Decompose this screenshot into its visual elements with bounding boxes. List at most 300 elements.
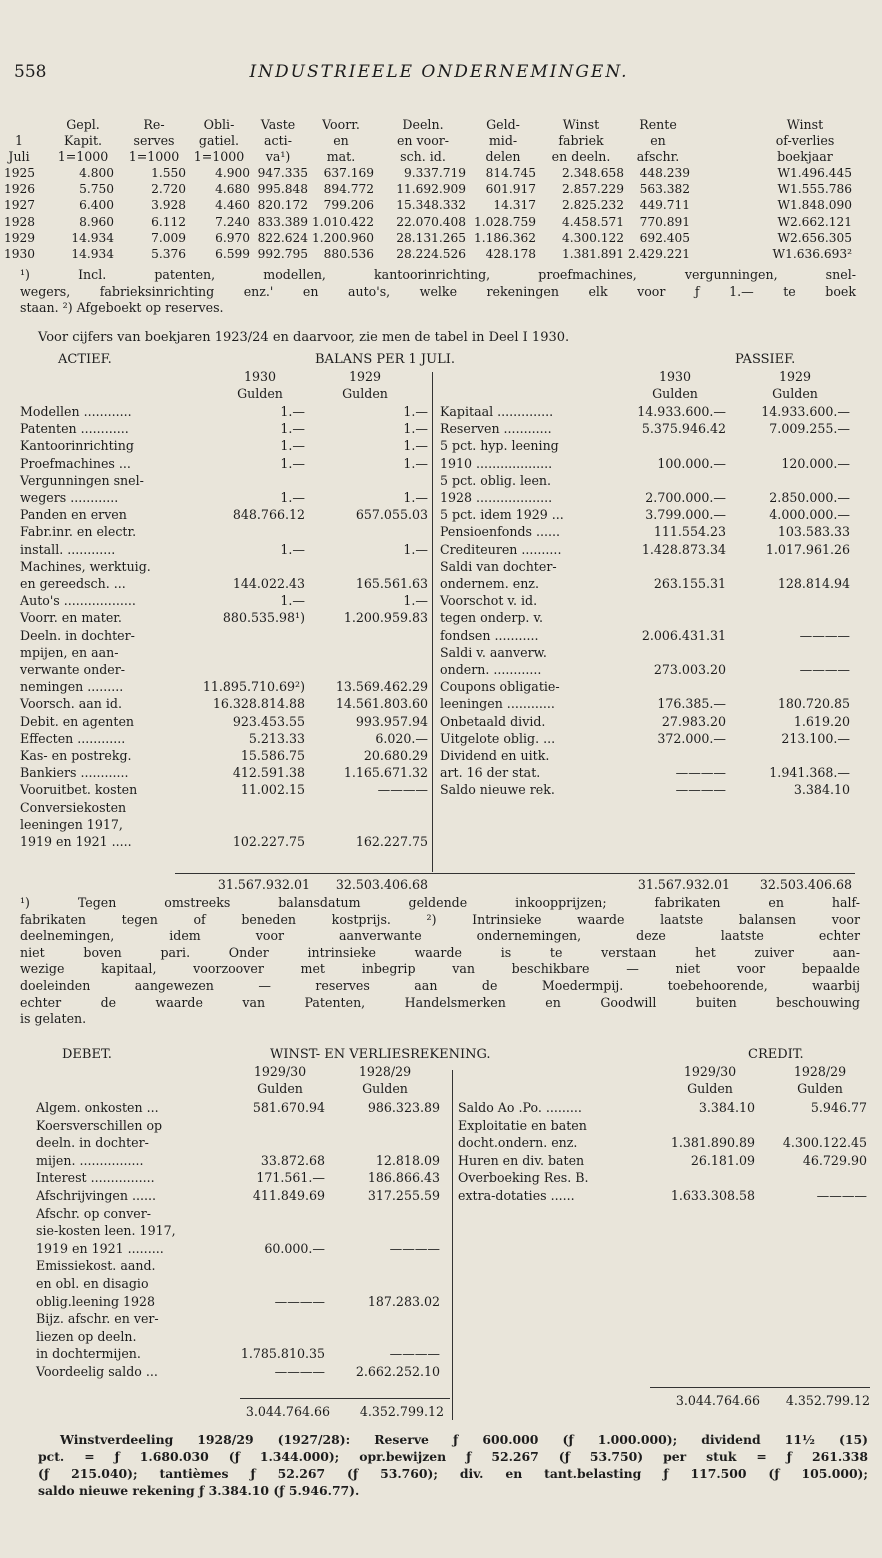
balans-liability-label: Uitgelote oblig. ... xyxy=(440,730,556,746)
wv-debit-value-1928-29: 187.283.02 xyxy=(367,1293,440,1309)
stats-value-cell: 4.458.571 xyxy=(561,214,624,229)
balans-liability-value-1930: 14.933.600.— xyxy=(637,404,726,419)
balans-total-right-b: 32.503.406.68 xyxy=(759,877,852,892)
stats-value-cell: 692.405 xyxy=(639,230,690,245)
balans-unit-right-b: Gulden xyxy=(772,386,818,401)
balans-actief-heading: ACTIEF. xyxy=(58,352,112,367)
balans-liability-value-1930: 2.006.431.31 xyxy=(641,627,726,643)
wv-unit-left-b: Gulden xyxy=(362,1081,408,1096)
stats-header-cell: en xyxy=(650,133,666,148)
balans-liability-label: Saldi van dochter- xyxy=(440,558,557,574)
wv-credit-label: Huren en div. baten xyxy=(458,1152,585,1168)
balans-asset-value-1930: 102.227.75 xyxy=(232,834,305,849)
balans-asset-label: Modellen ............ xyxy=(20,404,132,419)
wv-debit-label: Bijz. afschr. en ver- xyxy=(36,1311,159,1327)
footnote-line: niet boven pari. Onder intrinsieke waarde is te verstaan het zuiver aan- xyxy=(20,944,860,960)
stats-header-cell: gatiel. xyxy=(198,133,240,148)
balans-asset-value-1929: 6.020.— xyxy=(375,730,428,746)
stats-year-cell: 1929 xyxy=(4,230,36,245)
stats-header-cell: mid- xyxy=(488,133,518,148)
stats-header-cell: Rente xyxy=(639,117,677,132)
wv-credit-value-1928-29: ———— xyxy=(816,1188,867,1203)
balans-asset-value-1929: 1.200.959.83 xyxy=(343,610,428,626)
wv-debit-value-1929-30: 171.561.— xyxy=(256,1170,325,1186)
balans-asset-value-1929: 14.561.803.60 xyxy=(335,696,428,712)
balans-asset-value-1930: 1.— xyxy=(280,490,305,505)
stats-value-cell: 14.934 xyxy=(71,247,114,261)
balans-liability-value-1929: ———— xyxy=(799,662,850,677)
balans-liability-value-1929: ———— xyxy=(799,627,850,643)
wv-debit-value-1928-29: 186.866.43 xyxy=(367,1170,440,1186)
stats-value-cell: 448.239 xyxy=(639,166,690,180)
wv-credit-heading: CREDIT. xyxy=(748,1047,804,1062)
stats-value-cell: 3.928 xyxy=(151,198,186,213)
stats-value-cell: 5.750 xyxy=(79,182,114,197)
wv-total-right-a: 3.044.764.66 xyxy=(675,1393,760,1408)
wv-credit-label: Overboeking Res. B. xyxy=(458,1170,589,1186)
stats-value-cell: 4.800 xyxy=(79,166,114,180)
balans-liability-label: Crediteuren .......... xyxy=(440,541,562,557)
wv-debit-value-1929-30: 581.670.94 xyxy=(252,1100,325,1115)
balans-asset-value-1929: 20.680.29 xyxy=(363,748,428,763)
balans-liability-value-1929: 128.814.94 xyxy=(777,576,850,591)
balans-liability-value-1930: 5.375.946.42 xyxy=(641,421,726,437)
stats-header-cell: Juli xyxy=(8,149,30,164)
wv-year-right-b: 1928/29 xyxy=(793,1064,847,1079)
stats-value-cell: 992.795 xyxy=(257,247,308,261)
wv-debit-label: mijen. ................ xyxy=(36,1152,144,1168)
stats-header-cell: delen xyxy=(485,149,521,164)
balans-asset-label: Bankiers ............ xyxy=(20,765,129,781)
balans-asset-value-1929: 1.165.671.32 xyxy=(343,765,428,781)
wv-debit-value-1928-29: 317.255.59 xyxy=(367,1188,440,1203)
stats-value-cell: 637.169 xyxy=(323,166,374,180)
balans-asset-label: Voorr. en mater. xyxy=(20,610,122,626)
balans-asset-value-1930: 848.766.12 xyxy=(232,507,305,523)
balans-liability-value-1930: 273.003.20 xyxy=(653,662,726,677)
stats-value-cell: 6.599 xyxy=(215,247,250,261)
balans-total-rule xyxy=(175,873,855,874)
balans-liability-value-1930: 100.000.— xyxy=(657,455,726,471)
balans-liability-label: Saldo nieuwe rek. xyxy=(440,782,555,798)
wv-debit-label: Emissiekost. aand. xyxy=(36,1258,156,1274)
footnote-line: doeleinden aangewezen — reserves aan de Moedermpij. toebehoorende, waarbij xyxy=(20,978,860,993)
stats-value-cell: 4.900 xyxy=(215,166,250,180)
stats-value-cell: 2.857.229 xyxy=(561,182,624,197)
stats-value-cell: 7.240 xyxy=(215,214,250,229)
winstverdeeling-line: saldo nieuwe rekening ƒ 3.384.10 (ƒ 5.946.77). xyxy=(38,1483,360,1498)
balans-asset-value-1930: 15.586.75 xyxy=(240,748,305,763)
wv-debit-label: Interest ................ xyxy=(36,1170,155,1186)
balans-liability-label: ondern. ............ xyxy=(440,662,542,677)
stats-value-cell: 601.917 xyxy=(485,182,536,197)
balans-asset-value-1930: 16.328.814.88 xyxy=(212,696,305,712)
balans-liability-value-1929: 1.619.20 xyxy=(793,713,850,729)
balans-asset-value-1929: 1.— xyxy=(403,455,428,471)
wv-debit-label: Algem. onkosten ... xyxy=(36,1100,159,1115)
balans-asset-value-1929: 657.055.03 xyxy=(355,507,428,523)
wv-credit-value-1929-30: 1.633.308.58 xyxy=(670,1188,755,1203)
stats-header-cell: afschr. xyxy=(636,149,680,164)
wv-debet-heading: DEBET. xyxy=(62,1047,112,1062)
stats-value-cell: 6.112 xyxy=(151,214,186,229)
footnote-line: deelnemingen, idem voor aanverwante ondernemingen, deze laatste echter xyxy=(20,928,860,944)
balans-liability-value-1929: 4.000.000.— xyxy=(769,507,850,523)
wv-debit-value-1928-29: ———— xyxy=(389,1346,440,1362)
stats-header-cell: 1=1000 xyxy=(193,149,245,164)
balans-asset-value-1929: 1.— xyxy=(403,593,428,609)
stats-value-cell: 14.934 xyxy=(71,230,114,245)
balans-asset-label: Conversiekosten xyxy=(20,799,127,815)
stats-value-cell: 799.206 xyxy=(323,198,374,213)
stats-year-cell: 1930 xyxy=(4,247,36,261)
balans-liability-label: leeningen ............ xyxy=(440,696,555,712)
balans-asset-label: Panden en erven xyxy=(20,507,127,523)
stats-value-cell: 563.382 xyxy=(639,182,690,197)
stats-value-cell: 1.028.759 xyxy=(473,214,536,229)
wv-debit-value-1929-30: ———— xyxy=(274,1364,325,1379)
balans-liability-label: Coupons obligatie- xyxy=(440,679,560,695)
balans-liability-value-1930: ———— xyxy=(675,782,726,798)
balans-asset-label: Patenten ............ xyxy=(20,421,129,437)
stats-value-cell: 22.070.408 xyxy=(396,214,466,229)
stats-value-cell: W2.662.121 xyxy=(777,214,852,229)
stats-value-cell: 947.335 xyxy=(257,166,308,180)
stats-value-cell: W1.496.445 xyxy=(777,166,852,180)
balans-asset-label: 1919 en 1921 ..... xyxy=(20,834,132,849)
balans-asset-label: Kas- en postrekg. xyxy=(20,748,132,763)
stats-value-cell: 6.970 xyxy=(215,230,250,245)
wv-total-rule-left xyxy=(240,1398,450,1399)
balans-liability-label: Dividend en uitk. xyxy=(440,748,550,763)
stats-header-cell: Winst xyxy=(562,117,600,132)
page-number: 558 xyxy=(14,62,47,82)
wv-credit-value-1928-29: 46.729.90 xyxy=(802,1152,867,1168)
balans-liability-label: 1928 ................... xyxy=(440,490,553,505)
wv-debit-value-1929-30: 33.872.68 xyxy=(260,1152,325,1168)
stats-header-cell: 1 xyxy=(14,133,23,148)
stats-header-cell: sch. id. xyxy=(400,149,446,164)
stats-header-cell: Voorr. xyxy=(322,117,360,132)
balans-asset-value-1929: 1.— xyxy=(403,490,428,505)
wv-credit-label: Exploitatie en baten xyxy=(458,1117,587,1133)
balans-asset-value-1929: 1.— xyxy=(403,404,428,419)
wv-credit-label: Saldo Ao .Po. ......... xyxy=(458,1100,582,1115)
stats-header-cell: en xyxy=(333,133,349,148)
stats-header-cell: boekjaar xyxy=(777,149,833,164)
balans-asset-label: Auto's .................. xyxy=(20,593,136,609)
stats-value-cell: 449.711 xyxy=(639,198,690,213)
wv-total-rule-right xyxy=(650,1387,870,1388)
stats-year-cell: 1928 xyxy=(4,214,36,229)
stats-header-cell: en voor- xyxy=(396,133,450,148)
balans-liability-value-1930: 176.385.— xyxy=(657,696,726,712)
balans-asset-label: Debit. en agenten xyxy=(20,713,135,729)
balans-asset-value-1929: ———— xyxy=(377,782,428,798)
balans-asset-label: verwante onder- xyxy=(20,662,125,677)
stats-value-cell: 28.224.526 xyxy=(396,247,466,261)
balans-total-right-a: 31.567.932.01 xyxy=(637,877,730,892)
balans-divider xyxy=(432,372,433,872)
stats-value-cell: 1.186.362 xyxy=(473,230,536,245)
stats-value-cell: W1.848.090 xyxy=(777,198,852,213)
stats-value-cell: 6.400 xyxy=(79,198,114,213)
wv-debit-value-1929-30: 1.785.810.35 xyxy=(240,1346,325,1362)
wv-debit-value-1928-29: ———— xyxy=(389,1240,440,1256)
balans-passief-heading: PASSIEF. xyxy=(735,352,796,367)
wv-debit-label: in dochtermijen. xyxy=(36,1346,141,1362)
stats-year-cell: 1927 xyxy=(4,198,36,213)
wv-debit-value-1929-30: 411.849.69 xyxy=(252,1188,325,1203)
stats-value-cell: 7.009 xyxy=(151,230,186,245)
balans-total-left-a: 31.567.932.01 xyxy=(217,877,310,892)
footnote-line: fabrikaten tegen of beneden kostprijs. ²) Intrinsieke waarde laatste balansen voor xyxy=(20,911,860,927)
stats-header-cell: Deeln. xyxy=(402,117,444,132)
wv-year-right-a: 1929/30 xyxy=(683,1064,737,1079)
winstverdeeling-line: (ƒ 215.040); tantièmes ƒ 52.267 (ƒ 53.760); div. en tant.belasting ƒ 117.500 (ƒ 105.000); xyxy=(38,1466,868,1481)
stats-value-cell: 2.825.232 xyxy=(561,198,624,213)
wv-debit-label: Koersverschillen op xyxy=(36,1117,163,1133)
balans-liability-label: Pensioenfonds ...... xyxy=(440,524,561,540)
balans-asset-value-1930: 923.453.55 xyxy=(232,713,305,729)
wv-credit-label: docht.ondern. enz. xyxy=(458,1135,578,1151)
wv-debit-label: liezen op deeln. xyxy=(36,1328,137,1344)
stats-value-cell: 28.131.265 xyxy=(396,230,466,245)
stats-header-cell: Winst xyxy=(786,117,824,132)
stats-value-cell: 822.624 xyxy=(257,230,308,245)
balans-liability-value-1929: 1.017.961.26 xyxy=(765,541,850,557)
stats-header-cell: fabriek xyxy=(558,133,604,148)
stats-value-cell: 14.317 xyxy=(493,198,536,213)
footnote-line: echter de waarde van Patenten, Handelsmerken en Goodwill buiten beschouwing xyxy=(20,994,860,1010)
balans-asset-label: Fabr.inr. en electr. xyxy=(20,524,137,540)
balans-liability-label: 5 pct. hyp. leening xyxy=(440,438,559,454)
wv-credit-value-1929-30: 3.384.10 xyxy=(698,1100,755,1115)
balans-asset-value-1930: 1.— xyxy=(280,541,305,557)
balans-asset-value-1929: 1.— xyxy=(403,541,428,557)
wv-debit-value-1929-30: ———— xyxy=(274,1293,325,1309)
balans-liability-label: 5 pct. oblig. leen. xyxy=(440,472,552,488)
balans-asset-value-1929: 162.227.75 xyxy=(355,834,428,849)
stats-value-cell: 2.348.658 xyxy=(561,166,624,180)
balans-year-right-a: 1930 xyxy=(658,369,692,384)
stats-value-cell: 4.460 xyxy=(215,198,250,213)
stats-value-cell: 11.692.909 xyxy=(396,182,466,197)
balans-asset-value-1930: 11.002.15 xyxy=(240,782,305,798)
winstverdeeling-line: Winstverdeeling 1928/29 (1927/28): Reserve ƒ 600.000 (ƒ 1.000.000); dividend 11½ (15) xyxy=(60,1432,868,1447)
stats-year-cell: 1925 xyxy=(4,166,36,180)
wv-debit-label: Afschrijvingen ...... xyxy=(36,1188,157,1203)
balans-asset-value-1929: 165.561.63 xyxy=(355,576,428,591)
stats-value-cell: 1.200.960 xyxy=(311,230,374,245)
footnote-line: is gelaten. xyxy=(20,1011,87,1027)
balans-asset-value-1930: 144.022.43 xyxy=(232,576,305,591)
balans-total-left-b: 32.503.406.68 xyxy=(335,877,428,892)
wv-credit-label: extra-dotaties ...... xyxy=(458,1188,575,1203)
wv-credit-value-1929-30: 26.181.09 xyxy=(690,1152,755,1168)
balans-asset-label: leeningen 1917, xyxy=(20,816,123,832)
balans-liability-value-1930: ———— xyxy=(675,765,726,781)
footnote-line: wegers, fabrieksinrichting enz.' en auto's, welke rekeningen elk voor ƒ 1.— te boek xyxy=(20,283,856,299)
stats-header-cell: Gepl. xyxy=(66,117,100,132)
balans-unit-right-a: Gulden xyxy=(652,386,698,401)
balans-liability-value-1930: 372.000.— xyxy=(657,730,726,746)
wv-debit-value-1928-29: 12.818.09 xyxy=(375,1152,440,1168)
stats-value-cell: 5.376 xyxy=(151,247,186,261)
balans-year-right-b: 1929 xyxy=(778,369,812,384)
wv-debit-label: sie-kosten leen. 1917, xyxy=(36,1223,176,1239)
balans-liability-label: 5 pct. idem 1929 ... xyxy=(440,507,564,523)
balans-asset-value-1930: 1.— xyxy=(280,438,305,454)
wv-debit-label: Voordeelig saldo ... xyxy=(36,1364,158,1379)
wv-year-left-a: 1929/30 xyxy=(253,1064,307,1079)
stats-value-cell: 880.536 xyxy=(323,247,374,261)
balans-asset-label: install. ............ xyxy=(20,541,116,557)
balans-liability-value-1929: 213.100.— xyxy=(781,730,850,746)
balans-liability-label: art. 16 der stat. xyxy=(440,765,541,781)
stats-value-cell: 428.178 xyxy=(485,247,536,261)
balans-asset-label: wegers ............ xyxy=(20,490,119,505)
wv-year-left-b: 1928/29 xyxy=(358,1064,412,1079)
balans-asset-value-1929: 1.— xyxy=(403,421,428,437)
stats-value-cell: 2.429.221 xyxy=(627,247,690,261)
balans-year-left-b: 1929 xyxy=(348,369,382,384)
balans-asset-label: Kantoorinrichting xyxy=(20,438,134,454)
balans-liability-label: tegen onderp. v. xyxy=(440,610,544,626)
balans-liability-value-1929: 1.941.368.— xyxy=(769,765,850,781)
balans-unit-left-b: Gulden xyxy=(342,386,388,401)
balans-liability-label: ondernem. enz. xyxy=(440,576,539,591)
wv-debit-label: Afschr. op conver- xyxy=(36,1205,152,1221)
stats-header-cell: 1=1000 xyxy=(128,149,180,164)
balans-asset-value-1930: 11.895.710.69²) xyxy=(202,679,305,695)
wv-unit-right-b: Gulden xyxy=(797,1081,843,1096)
running-title: INDUSTRIEELE ONDERNEMINGEN. xyxy=(249,62,629,82)
wv-debit-label: deeln. in dochter- xyxy=(36,1135,149,1151)
stats-value-cell: 995.848 xyxy=(257,182,308,197)
stats-value-cell: 770.891 xyxy=(639,214,690,229)
balans-asset-value-1930: 1.— xyxy=(280,421,305,437)
wv-credit-value-1929-30: 1.381.890.89 xyxy=(670,1135,755,1151)
wv-debit-value-1928-29: 986.323.89 xyxy=(367,1100,440,1115)
balans-liability-value-1929: 103.583.33 xyxy=(777,524,850,540)
reference-note: Voor cijfers van boekjaren 1923/24 en daarvoor, zie men de tabel in Deel I 1930. xyxy=(38,330,570,345)
balans-asset-label: en gereedsch. ... xyxy=(20,576,126,591)
stats-value-cell: W2.656.305 xyxy=(777,230,852,245)
winstverdeeling-line: pct. = ƒ 1.680.030 (ƒ 1.344.000); opr.bewijzen ƒ 52.267 (ƒ 53.750) per stuk = ƒ 261.338 xyxy=(38,1449,868,1464)
stats-value-cell: 1.010.422 xyxy=(311,214,374,229)
wv-title: WINST- EN VERLIESREKENING. xyxy=(270,1047,491,1062)
balans-asset-value-1930: 880.535.98¹) xyxy=(222,610,305,626)
balans-asset-label: Vooruitbet. kosten xyxy=(20,782,138,798)
balans-asset-value-1930: 5.213.33 xyxy=(248,730,305,746)
balans-year-left-a: 1930 xyxy=(243,369,277,384)
balans-asset-label: Deeln. in dochter- xyxy=(20,627,135,643)
wv-credit-value-1928-29: 4.300.122.45 xyxy=(782,1135,867,1151)
wv-credit-value-1928-29: 5.946.77 xyxy=(810,1100,867,1115)
stats-header-cell: va¹) xyxy=(265,149,291,164)
balans-asset-label: Proefmachines ... xyxy=(20,455,131,471)
balans-liability-label: Voorschot v. id. xyxy=(440,593,538,609)
balans-asset-value-1930: 1.— xyxy=(280,593,305,609)
balans-asset-value-1930: 1.— xyxy=(280,455,305,471)
stats-value-cell: 9.337.719 xyxy=(403,166,466,180)
stats-value-cell: W1.636.693² xyxy=(772,247,852,261)
balans-liability-value-1930: 3.799.000.— xyxy=(645,507,726,523)
balans-unit-left-a: Gulden xyxy=(237,386,283,401)
stats-value-cell: 1.550 xyxy=(151,166,186,180)
stats-value-cell: 2.720 xyxy=(151,182,186,197)
stats-value-cell: 4.680 xyxy=(215,182,250,197)
stats-value-cell: 814.745 xyxy=(485,166,536,180)
balans-liability-label: Saldi v. aanverw. xyxy=(440,644,547,660)
balans-liability-label: Kapitaal .............. xyxy=(440,404,554,419)
balans-asset-label: nemingen ......... xyxy=(20,679,124,695)
stats-header-cell: en deeln. xyxy=(551,149,611,164)
stats-header-cell: of-verlies xyxy=(775,133,835,148)
balans-liability-value-1930: 27.983.20 xyxy=(661,713,726,729)
balans-liability-value-1929: 180.720.85 xyxy=(777,696,850,712)
stats-header-cell: Kapit. xyxy=(63,133,103,148)
wv-debit-label: oblig.leening 1928 xyxy=(36,1293,156,1309)
balans-liability-value-1929: 3.384.10 xyxy=(793,782,850,798)
stats-value-cell: 820.172 xyxy=(257,198,308,213)
stats-header-cell: Vaste xyxy=(260,117,296,132)
balans-liability-value-1930: 263.155.31 xyxy=(653,576,726,591)
stats-header-cell: Re- xyxy=(143,117,165,132)
balans-liability-value-1929: 14.933.600.— xyxy=(761,404,850,419)
stats-value-cell: 4.300.122 xyxy=(561,230,624,245)
balans-asset-value-1930: 1.— xyxy=(280,404,305,419)
balans-liability-label: 1910 ................... xyxy=(440,455,553,471)
wv-total-left-a: 3.044.764.66 xyxy=(245,1404,330,1419)
stats-value-cell: 8.960 xyxy=(79,214,114,229)
footnote-line: staan. ²) Afgeboekt op reserves. xyxy=(20,300,224,315)
stats-header-cell: 1=1000 xyxy=(57,149,109,164)
stats-value-cell: 15.348.332 xyxy=(396,198,466,213)
balans-asset-label: mpijen, en aan- xyxy=(20,644,119,660)
balans-liability-value-1929: 7.009.255.— xyxy=(769,421,850,437)
stats-header-cell: Geld- xyxy=(486,117,520,132)
stats-value-cell: 894.772 xyxy=(323,182,374,197)
footnote-line: ¹) Tegen omstreeks balansdatum geldende inkoopprijzen; fabrikaten en half- xyxy=(20,895,860,910)
wv-divider xyxy=(452,1070,453,1420)
wv-total-right-b: 4.352.799.12 xyxy=(785,1393,870,1408)
balans-asset-value-1929: 993.957.94 xyxy=(355,713,428,729)
page-header xyxy=(14,62,864,86)
balans-liability-value-1929: 2.850.000.— xyxy=(769,490,850,505)
stats-header-cell: mat. xyxy=(326,149,356,164)
footnote-line: wezige kapitaal, voorzoover met inbegrip van beschikbare — niet voor bepaalde xyxy=(20,961,860,977)
stats-year-cell: 1926 xyxy=(4,182,36,197)
balans-liability-value-1930: 1.428.873.34 xyxy=(641,541,726,557)
balans-asset-value-1929: 1.— xyxy=(403,438,428,454)
balans-asset-label: Machines, werktuig. xyxy=(20,558,151,574)
balans-liability-label: fondsen ........... xyxy=(440,627,539,643)
wv-unit-left-a: Gulden xyxy=(257,1081,303,1096)
balans-liability-value-1929: 120.000.— xyxy=(781,455,850,471)
wv-debit-label: en obl. en disagio xyxy=(36,1276,149,1291)
balans-asset-label: Effecten ............ xyxy=(20,730,126,746)
wv-debit-value-1928-29: 2.662.252.10 xyxy=(355,1364,440,1379)
footnote-line: ¹) Incl. patenten, modellen, kantoorinrichting, proefmachines, vergunningen, snel- xyxy=(20,267,856,282)
stats-value-cell: 1.381.891 xyxy=(561,247,624,261)
balans-liability-value-1930: 111.554.23 xyxy=(653,524,726,540)
stats-header-cell: Obli- xyxy=(203,117,235,132)
balans-title: BALANS PER 1 JULI. xyxy=(315,352,456,367)
stats-header-cell: acti- xyxy=(264,133,292,148)
balans-asset-value-1929: 13.569.462.29 xyxy=(335,679,428,695)
